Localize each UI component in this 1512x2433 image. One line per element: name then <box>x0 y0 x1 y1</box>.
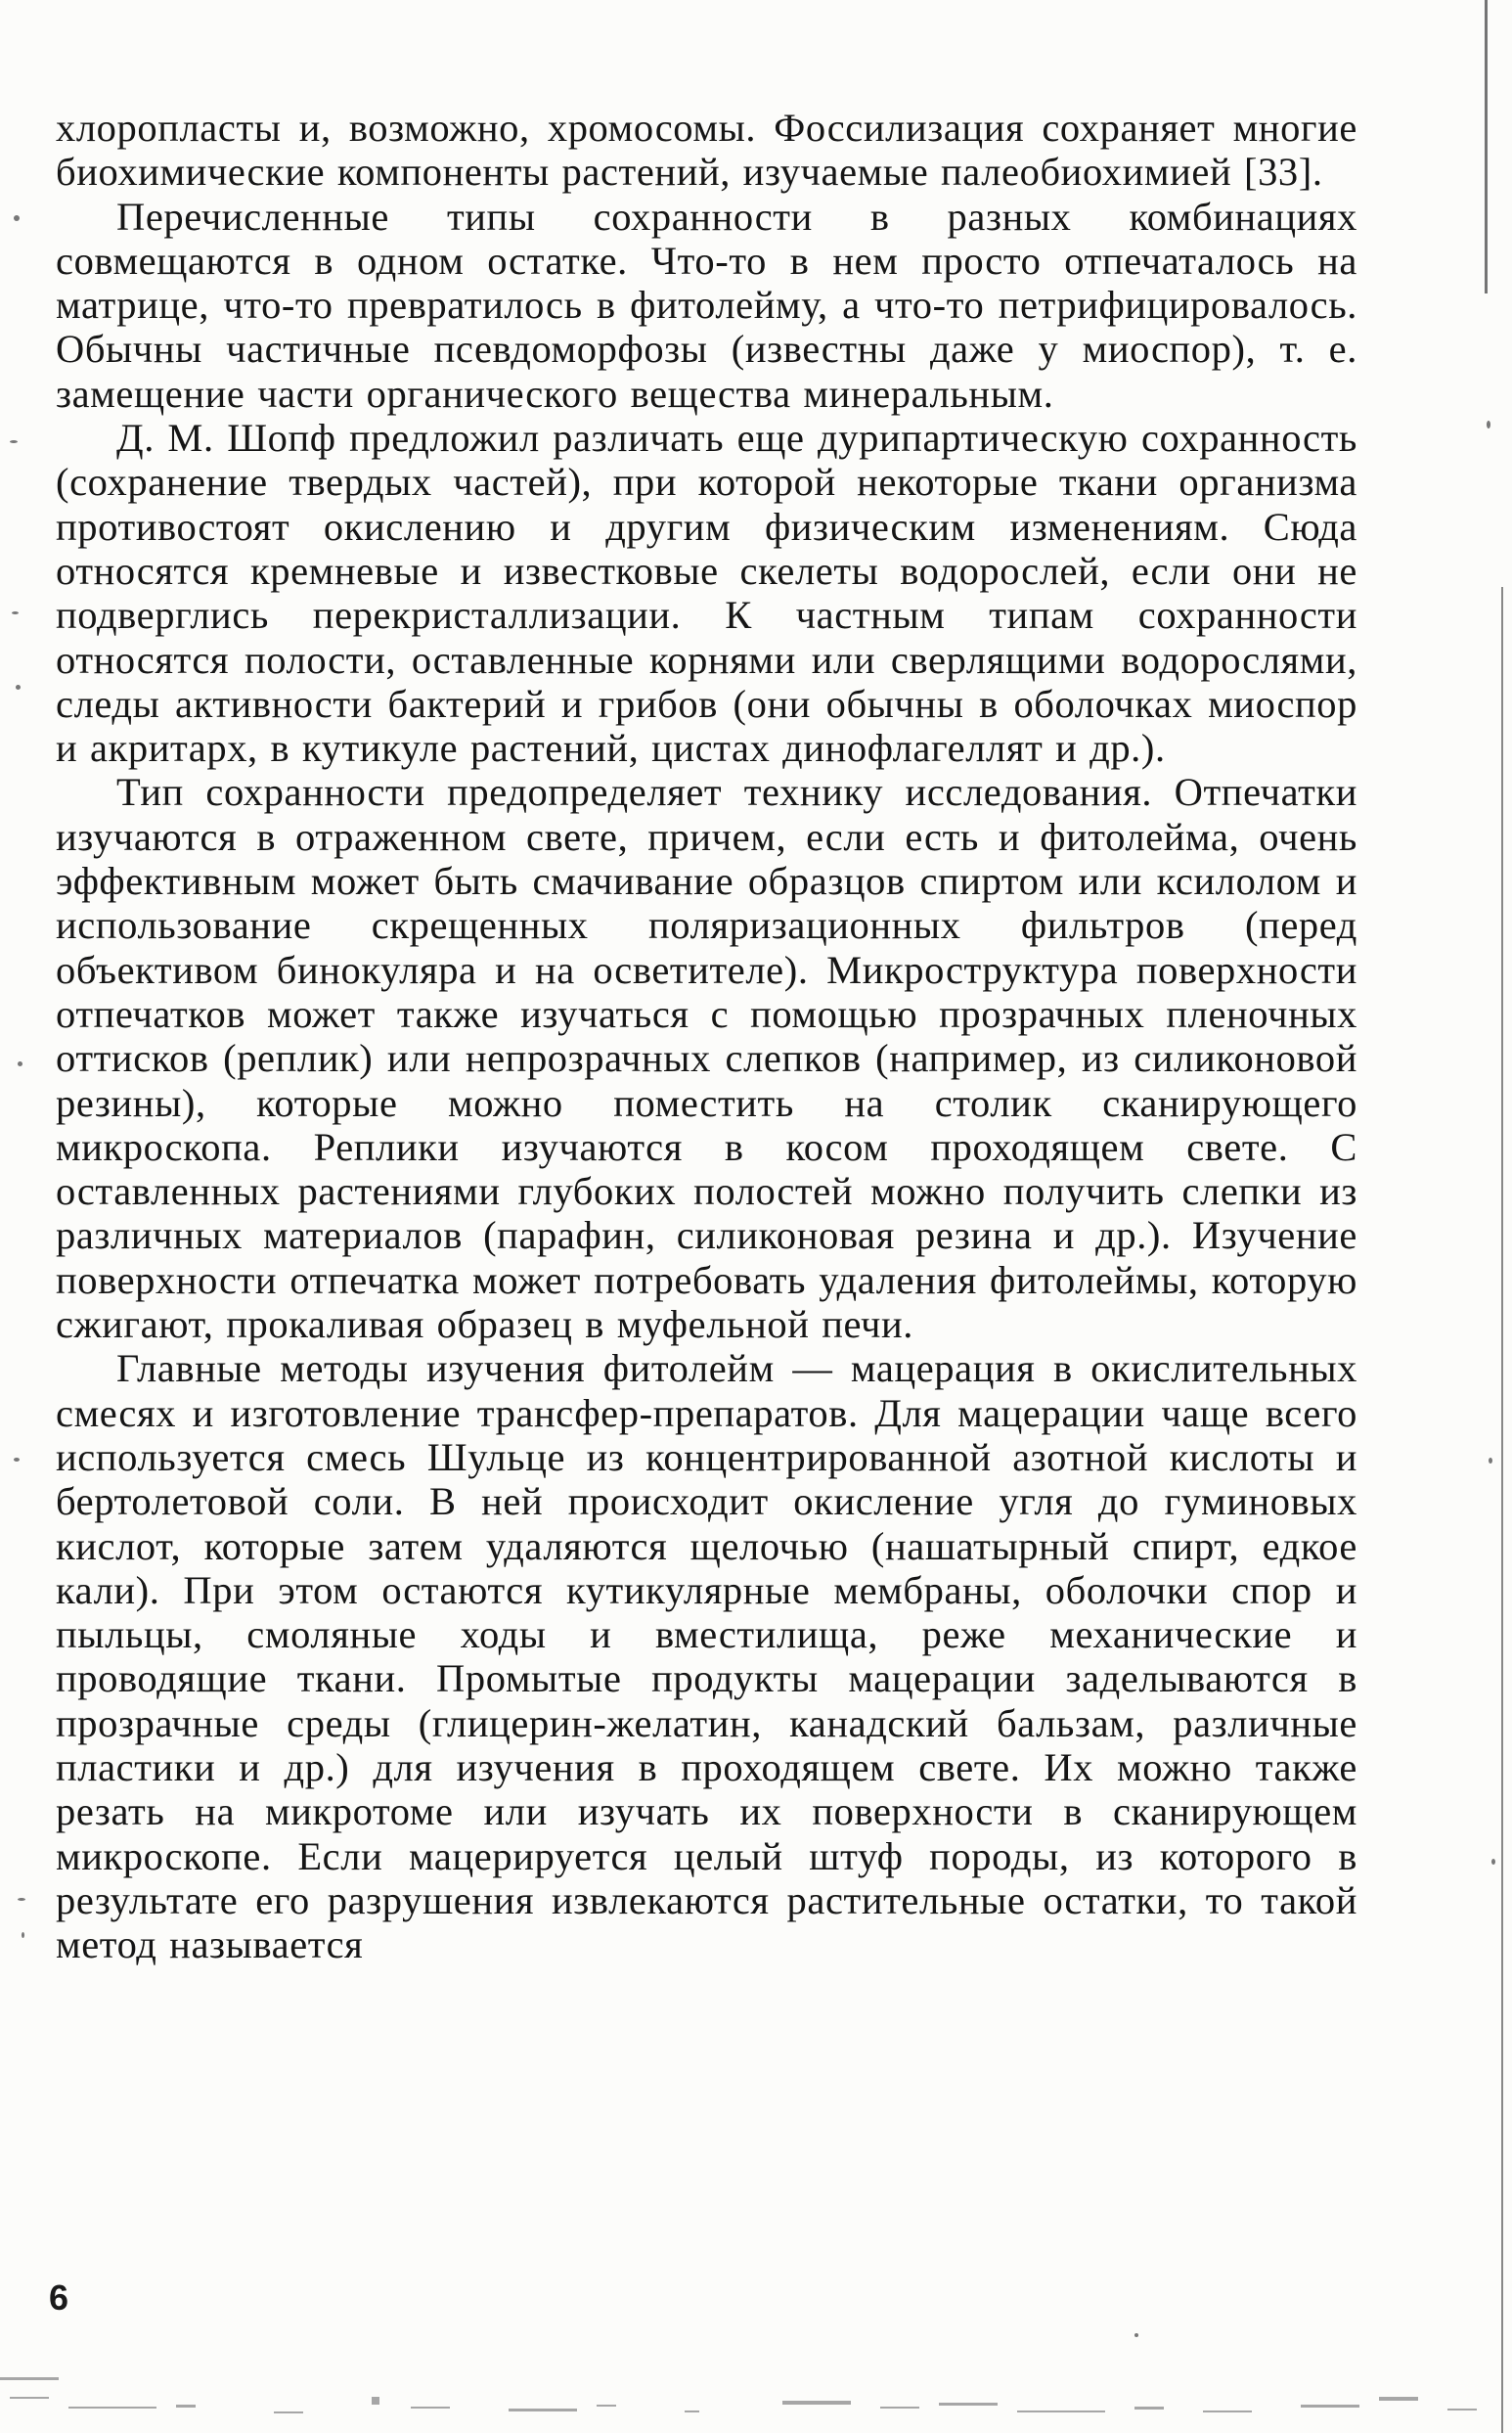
page-number: 6 <box>49 2277 69 2318</box>
body-text <box>56 106 1357 1966</box>
scan-speck <box>18 1898 25 1901</box>
scan-speck <box>1487 421 1490 428</box>
scan-edge-line <box>1501 587 1503 2433</box>
scan-speck <box>10 440 18 443</box>
scan-speck <box>14 215 20 221</box>
scan-speck <box>1134 2333 1138 2337</box>
scan-speck <box>22 1932 24 1938</box>
scan-speck <box>1491 1859 1495 1865</box>
paragraph-5: Главные методы изучения фитолейм — мацерация в окислительных смесях и изготовление трансфер-препаратов. Для мацерации чаще всего используется смесь Шульце из концентрированной азотной кислоты и бертолетовой соли. В ней происходит окисление угля до гуминовых кислот, которые затем удаляются щелочью (нашатырный спирт, едкое кали). При этом остаются кутикулярные мембраны, оболочки спор и пыльцы, смоляные ходы и вместилища, реже механические и проводящие ткани. Промытые продукты мацерации заделываются в прозрачные среды (глицерин-желатин, канадский бальзам, различные пластики и др.) для изучения в проходящем свете. Их можно также резать на микротоме или изучать их поверхности в сканирующем микроскопе. Если мацерируется целый штуф породы, из которого в результате его разрушения извлекаются растительные остатки, то такой метод называется <box>56 1346 1357 1967</box>
scan-speck <box>16 685 21 690</box>
scan-speck <box>18 1061 22 1066</box>
scan-edge-line <box>1485 0 1488 293</box>
paragraph-2: Перечисленные типы сохранности в разных комбинациях совмещаются в одном остатке. Что-то в нем просто отпечаталось на матрице, что-то превратилось в фитолейму, а что-то петрифицировалось. Обычны частичные псевдоморфозы (известны даже у миоспор), т. е. замещение части органического вещества минеральным. <box>56 194 1357 416</box>
scan-speck <box>1489 1458 1492 1464</box>
scan-speck <box>12 611 19 614</box>
paragraph-4: Тип сохранности предопределяет технику исследования. Отпечатки изучаются в отраженном свете, причем, если есть и фитолейма, очень эффективным может быть смачивание образцов спиртом или ксилолом и использование скрещенных поляризационных фильтров (перед объективом бинокуляра и на осветителе). Микроструктура поверхности отпечатков может также изучаться с помощью прозрачных пленочных оттисков (реплик) или непрозрачных слепков (например, из силиконовой резины), которые можно поместить на столик сканирующего микроскопа. Реплики изучаются в косом проходящем свете. С оставленных растениями глубоких полостей можно получить слепки из различных материалов (парафин, силиконовая резина и др.). Изучение поверхности отпечатка может потребовать удаления фитолеймы, которую сжигают, прокаливая образец в муфельной печи. <box>56 770 1357 1347</box>
scan-bottom-noise <box>0 2367 1512 2433</box>
paragraph-3: Д. М. Шопф предложил различать еще дурипартическую сохранность (сохранение твердых частей), при которой некоторые ткани организма противостоят окислению и другим физическим изменениям. Сюда относятся кремневые и известковые скелеты водорослей, если они не подверглись перекристаллизации. К частным типам сохранности относятся полости, оставленные корнями или сверлящими водорослями, следы активности бактерий и грибов (они обычны в оболочках миоспор и акритарх, в кутикуле растений, цистах динофлагеллят и др.). <box>56 416 1357 771</box>
scan-speck <box>14 1458 20 1462</box>
paragraph-1: хлоропласты и, возможно, хромосомы. Фоссилизация сохраняет многие биохимические компоненты растений, изучаемые палеобиохимией [33]. <box>56 106 1357 195</box>
